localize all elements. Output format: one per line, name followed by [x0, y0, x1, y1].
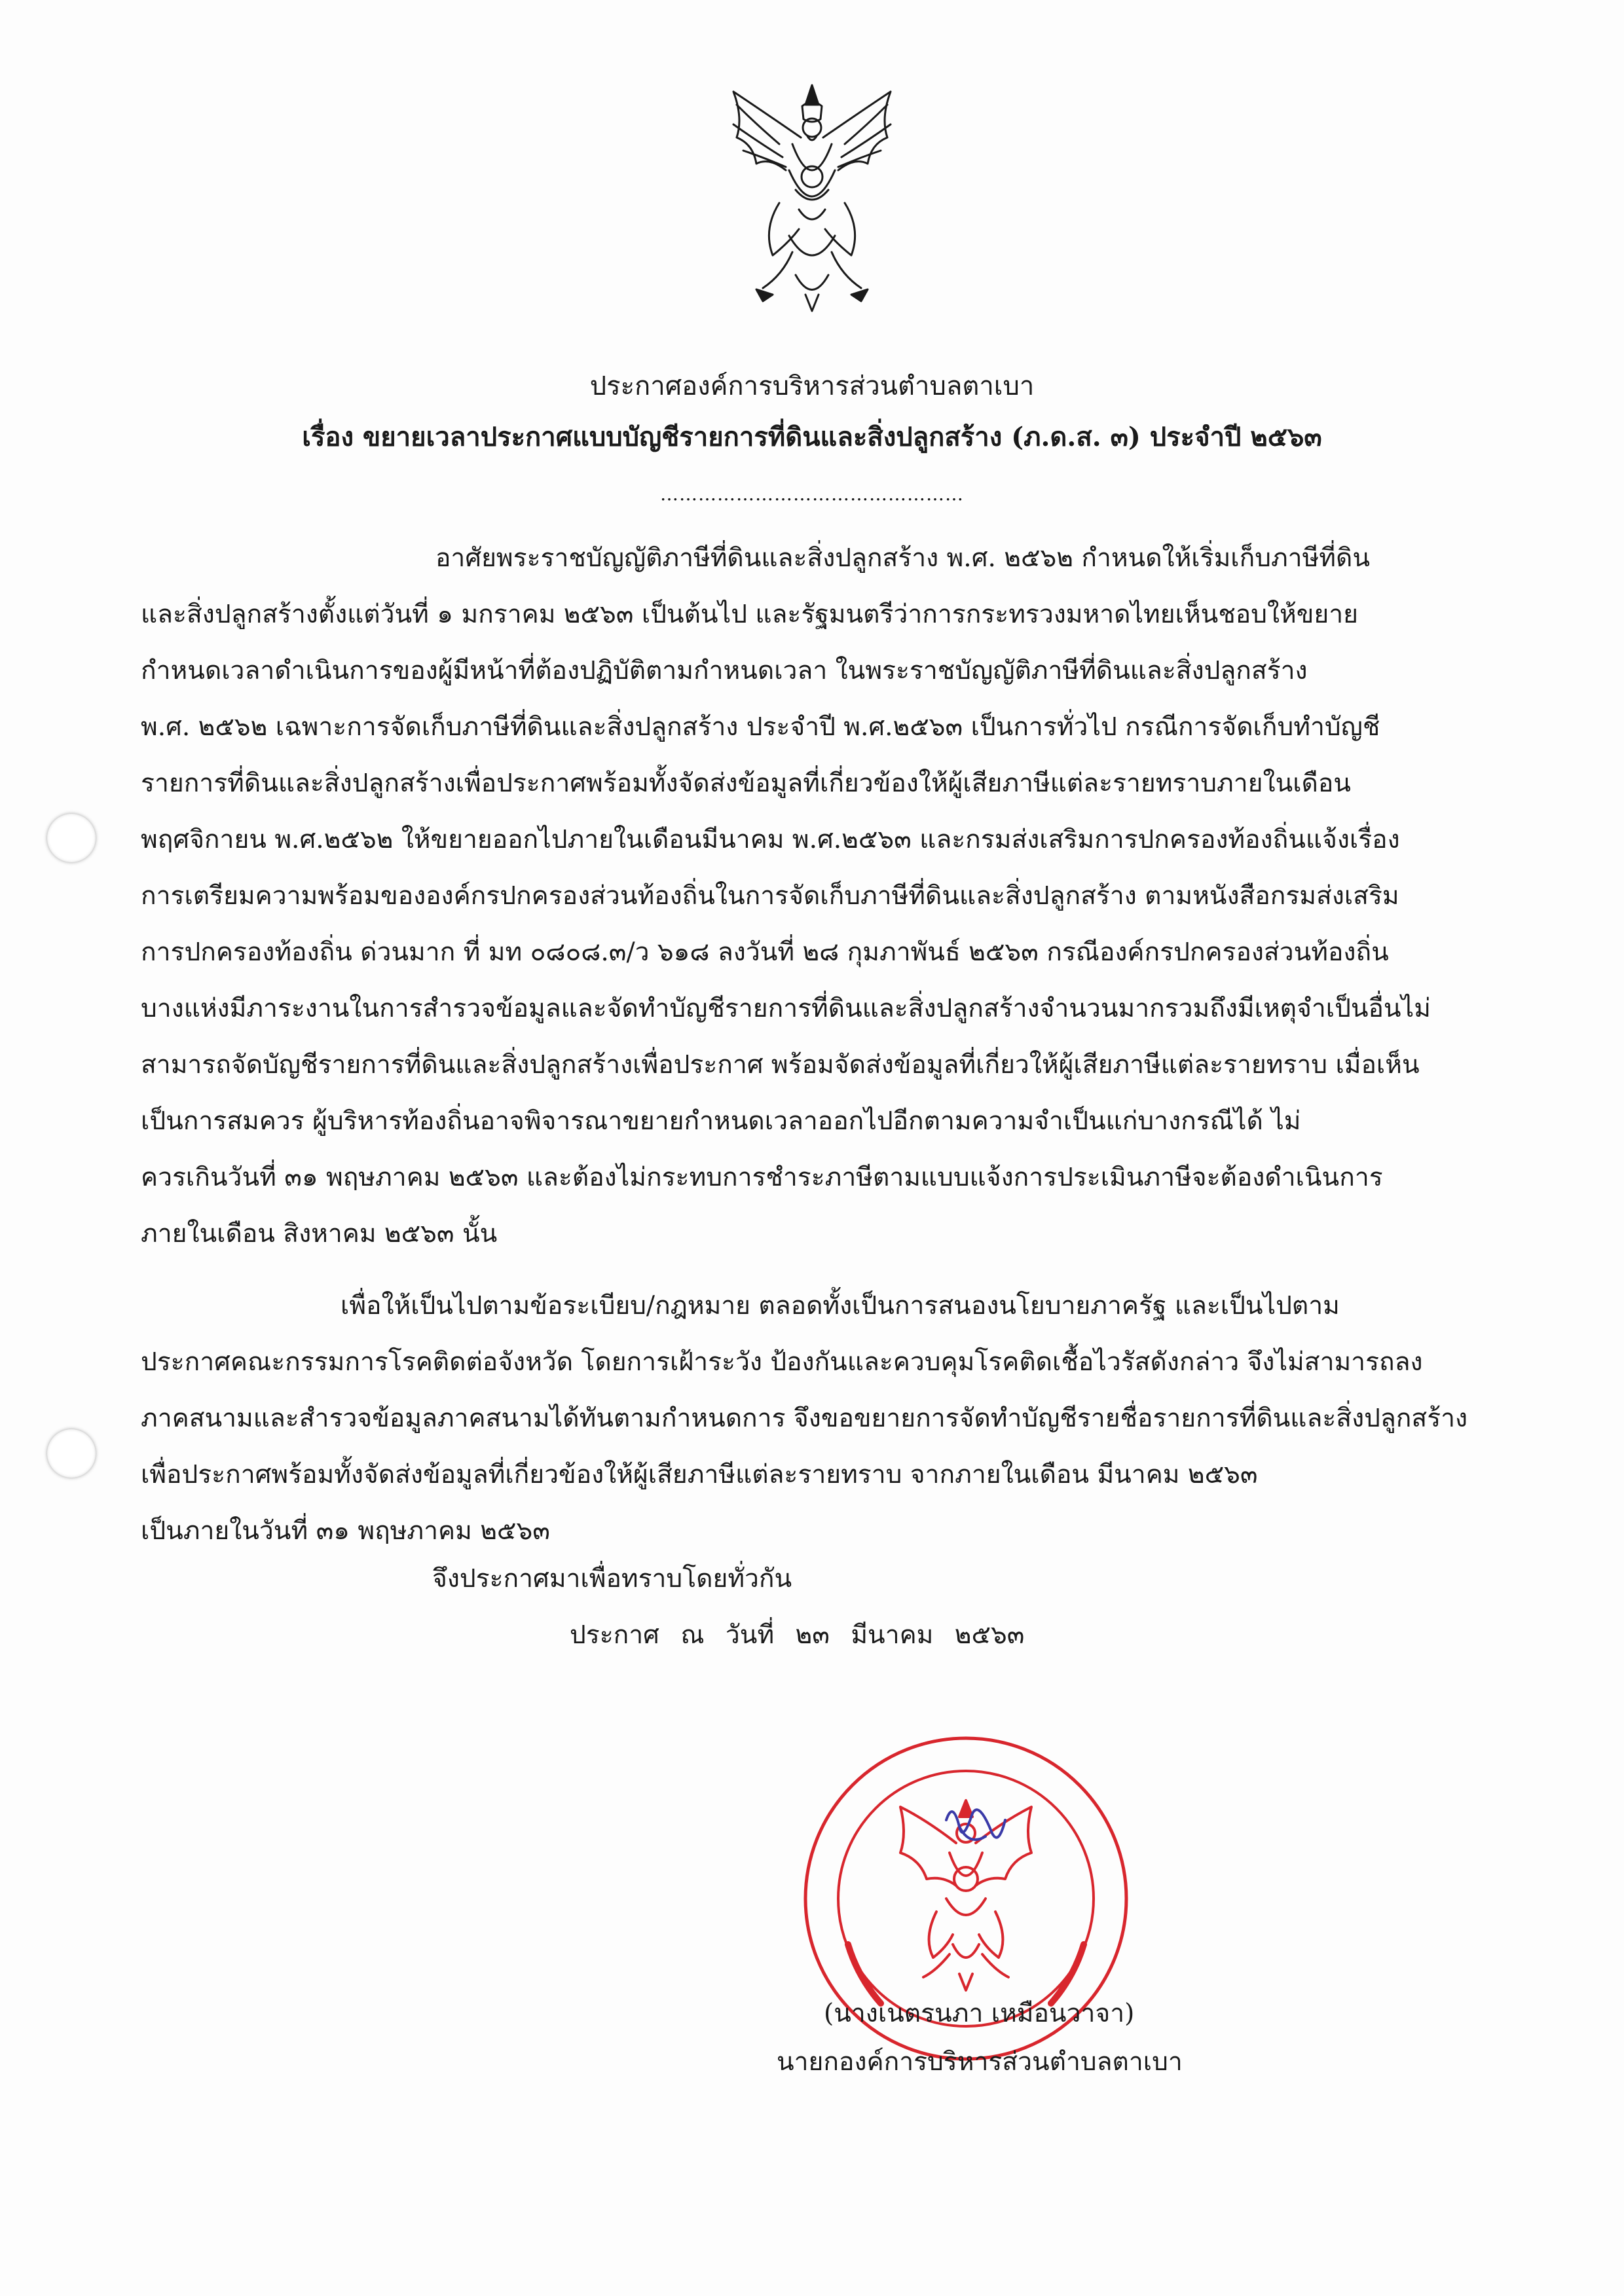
document-title: ประกาศองค์การบริหารส่วนตำบลตาเบา [589, 371, 1035, 401]
paragraph-line: เพื่อให้เป็นไปตามข้อระเบียบ/กฎหมาย ตลอดทั้งเป็นการสนองนโยบายภาครัฐ และเป็นไปตาม [341, 1291, 1340, 1321]
paragraph-line: และสิ่งปลูกสร้างตั้งแต่วันที่ ๑ มกราคม ๒๕๖๓ เป็นต้นไป และรัฐมนตรีว่าการกระทรวงมหาดไทยเห็นชอบให้ขยาย [141, 600, 1358, 629]
paragraph-line: พฤศจิกายน พ.ศ.๒๕๖๒ ให้ขยายออกไปภายในเดือนมีนาคม พ.ศ.๒๕๖๓ และกรมส่งเสริมการปกครองท้องถิ่นแจ้งเรื่อง [141, 825, 1400, 854]
paragraph-line: ภายในเดือน สิงหาคม ๒๕๖๓ นั้น [141, 1219, 498, 1248]
paragraph-line: อาศัยพระราชบัญญัติภาษีที่ดินและสิ่งปลูกสร้าง พ.ศ. ๒๕๖๒ กำหนดให้เริ่มเก็บภาษีที่ดิน [435, 543, 1370, 573]
signatory-position: นายกองค์การบริหารส่วนตำบลตาเบา [777, 2047, 1183, 2077]
paragraph-line: บางแห่งมีภาระงานในการสำรวจข้อมูลและจัดทำบัญชีรายการที่ดินและสิ่งปลูกสร้างจำนวนมากรวมถึงมีเหตุจำเป็นอื่นไม่ [141, 994, 1431, 1023]
paragraph-line: สามารถจัดบัญชีรายการที่ดินและสิ่งปลูกสร้างเพื่อประกาศ พร้อมจัดส่งข้อมูลที่เกี่ยวให้ผู้เสียภาษีแต่ละรายทราบ เมื่อเห็น [141, 1050, 1420, 1080]
paragraph-line: เป็นการสมควร ผู้บริหารท้องถิ่นอาจพิจารณาขยายกำหนดเวลาออกไปอีกตามความจำเป็นแก่บางกรณีได้ ไม่ [141, 1106, 1301, 1136]
document-subject: เรื่อง ขยายเวลาประกาศแบบบัญชีรายการที่ดินและสิ่งปลูกสร้าง (ภ.ด.ส. ๓) ประจำปี ๒๕๖๓ [302, 422, 1322, 452]
punch-hole [47, 814, 96, 862]
paragraph-line: ประกาศคณะกรรมการโรคติดต่อจังหวัด โดยการเฝ้าระวัง ป้องกันและควบคุมโรคติดเชื้อไวรัสดังกล่าว จึงไม่สามารถลง [141, 1347, 1423, 1377]
paragraph-line: เป็นภายในวันที่ ๓๑ พฤษภาคม ๒๕๖๓ [141, 1516, 550, 1546]
paragraph-line: การปกครองท้องถิ่น ด่วนมาก ที่ มท ๐๘๐๘.๓/ว ๖๑๘ ลงวันที่ ๒๘ กุมภาพันธ์ ๒๕๖๓ กรณีองค์กรปกครองส่วนท้องถิ่น [141, 938, 1389, 967]
closing-statement: จึงประกาศมาเพื่อทราบโดยทั่วกัน [432, 1564, 792, 1594]
announcement-date: ประกาศ ณ วันที่ ๒๓ มีนาคม ๒๕๖๓ [570, 1620, 1025, 1650]
paragraph-line: พ.ศ. ๒๕๖๒ เฉพาะการจัดเก็บภาษีที่ดินและสิ่งปลูกสร้าง ประจำปี พ.ศ.๒๕๖๓ เป็นการทั่วไป กรณีการจัดเก็บทำบัญชี [141, 712, 1380, 742]
garuda-emblem-icon [717, 79, 907, 314]
paragraph-line: กำหนดเวลาดำเนินการของผู้มีหน้าที่ต้องปฏิบัติตามกำหนดเวลา ในพระราชบัญญัติภาษีที่ดินและสิ่งปลูกสร้าง [141, 656, 1308, 685]
title-separator: ………………………………………… [660, 483, 964, 505]
body-paragraph-1 [141, 530, 1490, 1262]
paragraph-line: การเตรียมความพร้อมขององค์กรปกครองส่วนท้องถิ่นในการจัดเก็บภาษีที่ดินและสิ่งปลูกสร้าง ตามหนังสือกรมส่งเสริม [141, 881, 1399, 911]
paragraph-line: เพื่อประกาศพร้อมทั้งจัดส่งข้อมูลที่เกี่ยวข้องให้ผู้เสียภาษีแต่ละรายทราบ จากภายในเดือน มีนาคม ๒๕๖๓ [141, 1460, 1258, 1489]
signatory-name: (นางเนตรนภา เหมือนวาจา) [824, 1999, 1135, 2028]
paragraph-line: รายการที่ดินและสิ่งปลูกสร้างเพื่อประกาศพร้อมทั้งจัดส่งข้อมูลที่เกี่ยวข้องให้ผู้เสียภาษีแต่ละรายทราบภายในเดือน [141, 769, 1351, 798]
punch-hole [47, 1429, 96, 1478]
body-paragraph-2 [141, 1278, 1490, 1559]
paragraph-line: ควรเกินวันที่ ๓๑ พฤษภาคม ๒๕๖๓ และต้องไม่กระทบการชำระภาษีตามแบบแจ้งการประเมินภาษีจะต้องดำเนินการ [141, 1163, 1383, 1192]
paragraph-line: ภาคสนามและสำรวจข้อมูลภาคสนามได้ทันตามกำหนดการ จึงขอขยายการจัดทำบัญชีรายชื่อรายการที่ดินและสิ่งปลูกสร้าง [141, 1404, 1468, 1433]
